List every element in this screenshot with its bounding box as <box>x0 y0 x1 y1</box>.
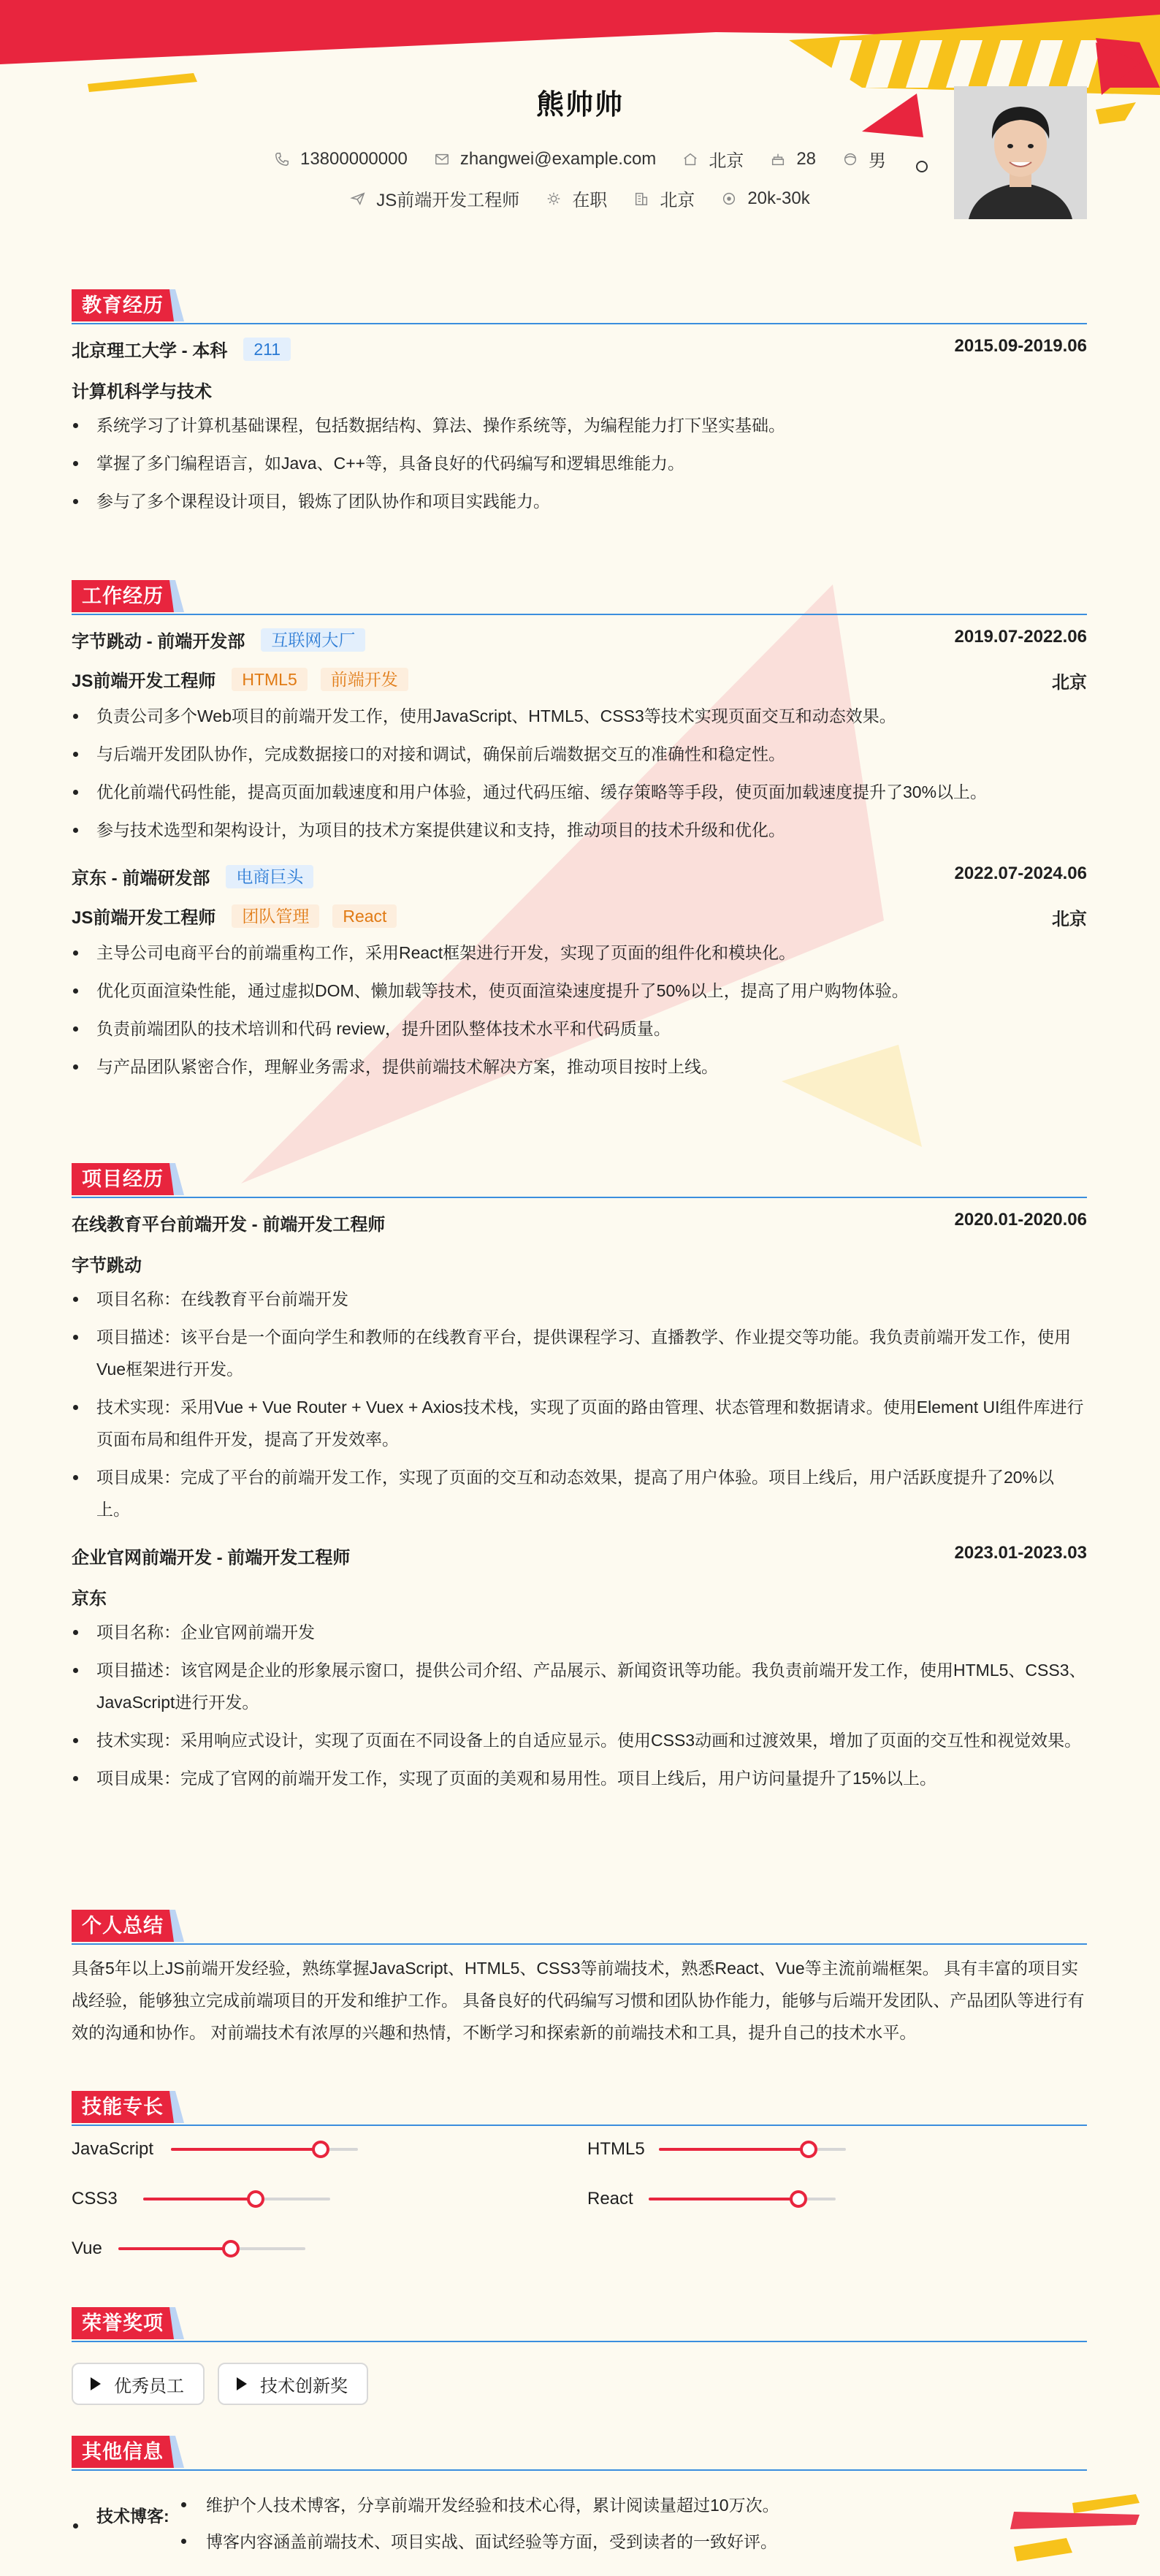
work-role-row <box>72 659 1087 700</box>
section-divider <box>72 2125 1087 2126</box>
work-date: 2019.07-2022.06 <box>954 627 1087 647</box>
other-section <box>72 2436 1087 2551</box>
school-name: 北京理工大学 - 本科 <box>72 341 228 361</box>
age-item <box>770 149 816 169</box>
list-item: 项目描述：该官网是企业的形象展示窗口，提供公司介绍、产品展示、新闻资讯等功能。我负责前端开发工作，使用HTML5、CSS3、JavaScript进行开发。 <box>72 1654 1087 1718</box>
project-company: 字节跳动 <box>72 1256 142 1276</box>
skills-grid <box>72 2135 1087 2288</box>
award-label: 技术创新奖 <box>260 2376 348 2396</box>
section-title-work: 工作经历 <box>72 580 174 612</box>
section-header <box>72 2307 1087 2342</box>
section-title-education: 教育经历 <box>72 289 174 321</box>
section-title-tail <box>169 1910 184 1942</box>
education-entry-header <box>72 324 1087 368</box>
send-icon <box>350 191 366 207</box>
project-bullets <box>72 1616 1087 1794</box>
coin-icon <box>721 191 737 207</box>
avatar-portrait <box>954 86 1087 219</box>
job-title-item <box>350 186 519 211</box>
award-chip[interactable] <box>72 2363 205 2405</box>
role-name: JS前端开发工程师 <box>72 671 216 691</box>
education-bullets <box>72 409 1087 517</box>
project-entry-header <box>72 1198 1087 1242</box>
list-item: 博客内容涵盖前端技术、项目实战、面试经验等方面，受到读者的一致好评。 <box>181 2523 779 2560</box>
company-name: 京东 - 前端研发部 <box>72 869 210 888</box>
list-item: 与后端开发团队协作，完成数据接口的对接和调试，确保前后端数据交互的准确性和稳定性。 <box>72 738 1087 770</box>
section-header <box>72 289 1087 324</box>
project-company-row <box>72 1242 1087 1283</box>
target-city-item <box>633 186 695 211</box>
awards-section <box>72 2307 1087 2405</box>
work-location: 北京 <box>1052 910 1087 929</box>
projects-section <box>72 1163 1087 1800</box>
list-item: 项目描述：该平台是一个面向学生和教师的在线教育平台，提供课程学习、直播教学、作业提交等功能。我负责前端开发工作，使用Vue框架进行开发。 <box>72 1321 1087 1385</box>
project-title: 在线教育平台前端开发 - 前端开发工程师 <box>72 1215 386 1235</box>
award-label: 优秀员工 <box>114 2376 184 2396</box>
section-title-awards: 荣誉奖项 <box>72 2307 174 2339</box>
role-tag: React <box>332 904 397 928</box>
skill-track <box>649 2198 836 2200</box>
company-tag: 电商巨头 <box>226 865 313 888</box>
skill-label: JavaScript <box>72 2139 154 2159</box>
job-title-text: JS前端开发工程师 <box>376 191 520 210</box>
section-header <box>72 2091 1087 2126</box>
skill-track <box>118 2247 305 2250</box>
list-item: 技术实现：采用响应式设计，实现了页面在不同设备上的自适应显示。使用CSS3动画和过渡效果，增加了页面的交互性和视觉效果。 <box>72 1724 1087 1756</box>
gender-icon <box>842 151 858 167</box>
skill-knob <box>790 2190 807 2208</box>
list-item: 参与技术选型和架构设计，为项目的技术方案提供建议和支持，推动项目的技术升级和优化。 <box>72 814 1087 846</box>
skill-label: Vue <box>72 2238 102 2258</box>
work-date: 2022.07-2024.06 <box>954 864 1087 883</box>
section-divider <box>72 2469 1087 2471</box>
cake-icon <box>770 151 786 167</box>
skill-knob <box>312 2141 329 2158</box>
section-title-projects: 项目经历 <box>72 1163 174 1195</box>
project-bullets <box>72 1283 1087 1525</box>
skill-bar <box>72 2234 305 2263</box>
skill-fill <box>171 2148 321 2151</box>
education-date: 2015.09-2019.06 <box>954 336 1087 356</box>
salary-item <box>721 188 809 209</box>
list-item: 负责公司多个Web项目的前端开发工作，使用JavaScript、HTML5、CSS3等技术实现页面交互和动态效果。 <box>72 700 1087 732</box>
list-item: 负责前端团队的技术培训和代码 review，提升团队整体技术水平和代码质量。 <box>72 1013 1087 1045</box>
city-item <box>682 146 744 172</box>
list-item: 参与了多个课程设计项目，锻炼了团队协作和项目实践能力。 <box>72 485 1087 517</box>
email-text: zhangwei@example.com <box>459 148 657 169</box>
list-item: 主导公司电商平台的前端重构工作，采用React框架进行开发，实现了页面的组件化和模块化。 <box>72 937 1087 969</box>
skill-track <box>171 2148 358 2151</box>
phone-icon <box>274 151 290 167</box>
skill-bar <box>587 2184 836 2214</box>
company-name: 字节跳动 - 前端开发部 <box>72 632 245 652</box>
work-entry-header <box>72 852 1087 896</box>
building-icon <box>633 191 649 207</box>
summary-text: 具备5年以上JS前端开发经验，熟练掌握JavaScript、HTML5、CSS3等前端技术，熟悉React、Vue等主流前端框架。 具有丰富的项目实战经验，能够独立完成前端项目的开发和维护工作。 具备良好的代码编写习惯和团队协作能力，能够与后端开发团队、产品团队等进行有效的沟通和协作。 对前端技术有浓厚的兴趣和热情，不断学习和探索新的前端技术和工具，提升自己的技术水平。 <box>72 1959 1085 2042</box>
school-tag: 211 <box>243 338 291 361</box>
section-title-tail <box>169 289 184 321</box>
company-tag: 互联网大厂 <box>261 628 365 652</box>
skill-label: HTML5 <box>587 2139 645 2159</box>
major-name: 计算机科学与技术 <box>72 382 212 402</box>
education-section <box>72 289 1087 523</box>
summary-section <box>72 1910 1087 2049</box>
skill-track <box>143 2198 330 2200</box>
list-item: 项目名称：企业官网前端开发 <box>72 1616 1087 1648</box>
work-role-row <box>72 896 1087 937</box>
project-title: 企业官网前端开发 - 前端开发工程师 <box>72 1548 351 1568</box>
caret-right-icon <box>91 2377 101 2390</box>
section-header <box>72 1910 1087 1945</box>
mail-icon <box>434 151 450 167</box>
skill-bar <box>72 2184 330 2214</box>
gender-text: 男 <box>869 151 887 171</box>
section-title-tail <box>169 2091 184 2123</box>
work-entry-header <box>72 615 1087 659</box>
section-header <box>72 1163 1087 1198</box>
other-label: 技术博客: <box>96 2507 169 2526</box>
section-title-tail <box>169 2436 184 2468</box>
gender-item <box>842 146 886 172</box>
list-item: 掌握了多门编程语言，如Java、C++等，具备良好的代码编写和逻辑思维能力。 <box>72 447 1087 479</box>
gear-icon <box>546 191 562 207</box>
home-icon <box>682 151 698 167</box>
skill-fill <box>118 2247 231 2250</box>
project-date: 2023.01-2023.03 <box>954 1543 1087 1563</box>
skill-fill <box>659 2148 809 2151</box>
list-item: 优化前端代码性能，提高页面加载速度和用户体验，通过代码压缩、缓存策略等手段，使页面加载速度提升了30%以上。 <box>72 776 1087 808</box>
skill-fill <box>143 2198 256 2200</box>
skill-track <box>659 2148 846 2151</box>
work-section <box>72 580 1087 1089</box>
status-text: 在职 <box>572 191 608 210</box>
skills-section <box>72 2091 1087 2288</box>
candidate-name: 熊帅帅 <box>535 90 624 121</box>
project-company-row <box>72 1575 1087 1616</box>
role-tag: 团队管理 <box>232 904 319 928</box>
project-entry-header <box>72 1531 1087 1575</box>
list-item: 项目成果：完成了官网的前端开发工作，实现了页面的美观和易用性。项目上线后，用户访问量提升了15%以上。 <box>72 1762 1087 1794</box>
role-name: JS前端开发工程师 <box>72 908 216 928</box>
skill-label: React <box>587 2189 633 2209</box>
work-bullets <box>72 700 1087 846</box>
skill-fill <box>649 2198 798 2200</box>
list-item: 技术实现：采用Vue + Vue Router + Vuex + Axios技术栈，实现了页面的路由管理、状态管理和数据请求。使用Element UI组件库进行页面布局和组件开发，提高了开发效率。 <box>72 1391 1087 1455</box>
email-item <box>434 149 657 169</box>
list-item: 项目名称：在线教育平台前端开发 <box>72 1283 1087 1315</box>
work-bullets <box>72 937 1087 1083</box>
list-item: 维护个人技术博客，分享前端开发经验和技术心得，累计阅读量超过10万次。 <box>181 2487 779 2523</box>
awards-list <box>72 2363 1087 2405</box>
section-divider <box>72 1943 1087 1945</box>
skill-knob <box>800 2141 817 2158</box>
list-item: 优化页面渲染性能，通过虚拟DOM、懒加载等技术，使页面渲染速度提升了50%以上，提高了用户购物体验。 <box>72 975 1087 1007</box>
phone-text: 13800000000 <box>299 148 408 169</box>
age-text: 28 <box>796 148 817 169</box>
bullet-dot <box>73 2523 78 2529</box>
skill-knob <box>247 2190 264 2208</box>
section-header <box>72 580 1087 615</box>
skill-bar <box>587 2135 846 2164</box>
section-title-summary: 个人总结 <box>72 1910 174 1942</box>
phone-item <box>274 149 408 169</box>
section-title-other: 其他信息 <box>72 2436 174 2468</box>
list-item: 项目成果：完成了平台的前端开发工作，实现了页面的交互和动态效果，提高了用户体验。项目上线后，用户活跃度提升了20%以上。 <box>72 1461 1087 1525</box>
status-item <box>546 186 607 211</box>
skill-label: CSS3 <box>72 2189 118 2209</box>
project-date: 2020.01-2020.06 <box>954 1210 1087 1230</box>
section-title-skills: 技能专长 <box>72 2091 174 2123</box>
list-item: 系统学习了计算机基础课程，包括数据结构、算法、操作系统等，为编程能力打下坚实基础。 <box>72 409 1087 441</box>
award-chip[interactable] <box>218 2363 368 2405</box>
list-item: 与产品团队紧密合作，理解业务需求，提供前端技术解决方案，推动项目按时上线。 <box>72 1051 1087 1083</box>
section-title-tail <box>169 580 184 612</box>
section-title-tail <box>169 1163 184 1195</box>
skill-bar <box>72 2135 358 2164</box>
education-major-row <box>72 368 1087 409</box>
city-text: 北京 <box>709 151 744 171</box>
role-tag: HTML5 <box>232 668 307 691</box>
target-city-text: 北京 <box>660 191 695 210</box>
project-company: 京东 <box>72 1589 107 1609</box>
section-divider <box>72 2341 1087 2342</box>
section-header <box>72 2436 1087 2471</box>
work-location: 北京 <box>1052 673 1087 693</box>
other-items <box>181 2487 779 2560</box>
caret-right-icon <box>237 2377 247 2390</box>
salary-text: 20k-30k <box>747 188 810 208</box>
section-title-tail <box>169 2307 184 2339</box>
role-tag: 前端开发 <box>321 668 408 691</box>
skill-knob <box>222 2240 240 2257</box>
avatar <box>954 86 1087 219</box>
resume-header <box>0 0 1160 241</box>
